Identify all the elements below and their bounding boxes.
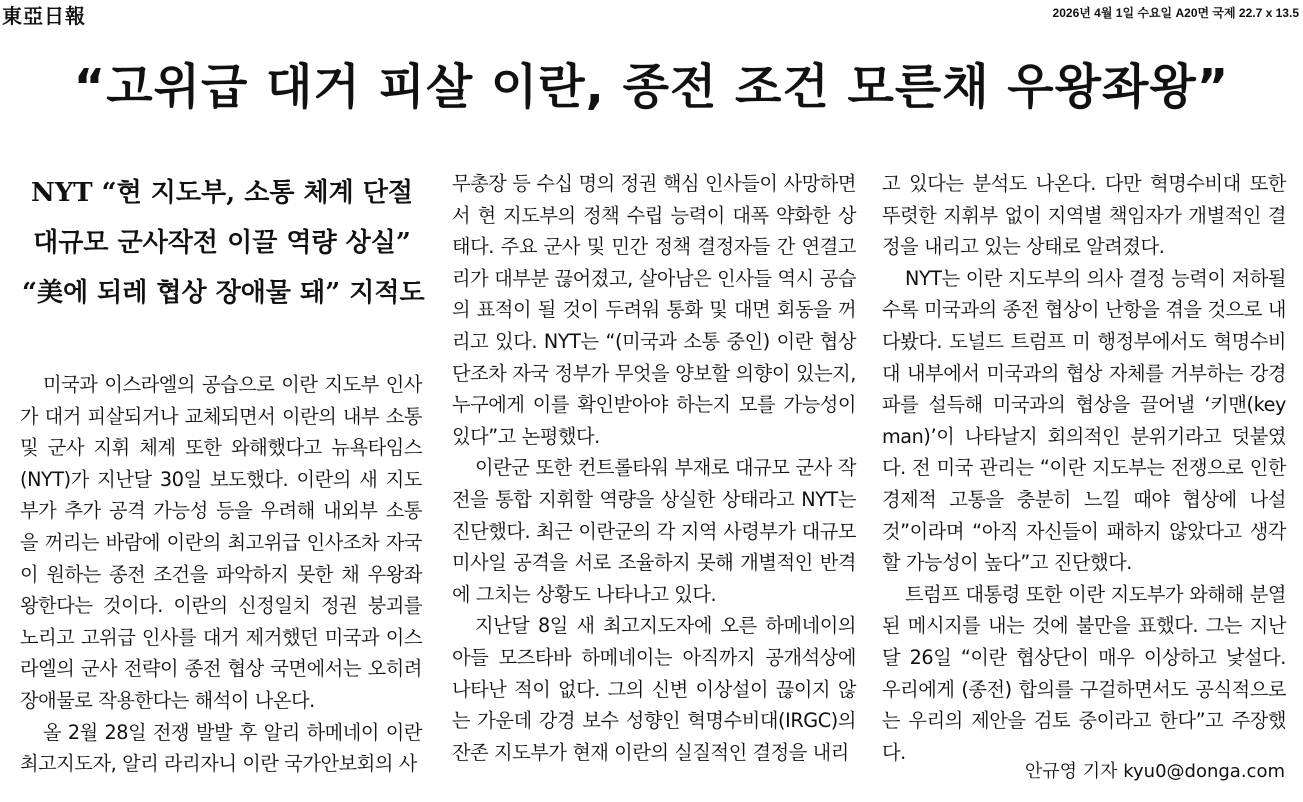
- article-paragraph: 올 2월 28일 전쟁 발발 후 알리 하메네이 이란 최고지도자, 알리 라리자니 이란 국가안보회의 사: [20, 720, 422, 776]
- subheadline: “美에 되레 협상 장애물 돼” 지적도: [22, 278, 425, 308]
- subheadline: 대규모 군사작전 이끌 역량 상실”: [33, 228, 411, 258]
- headline: “고위급 대거 피살 이란, 종전 조건 모른채 우왕좌왕”: [73, 59, 1230, 115]
- article-paragraph: 고 있다는 분석도 나온다. 다만 혁명수비대 또한 뚜렷한 지휘부 없이 지역별 책임자가 개별적인 결정을 내리고 있는 상태로 알려졌다.: [882, 172, 1286, 259]
- article-paragraph: 이란군 또한 컨트롤타워 부재로 대규모 군사 작전을 통합 지휘할 역량을 상실한 상태라고 NYT는 진단했다. 최근 이란군의 각 지역 사령부가 대규모 미사일 공격을 서로 조율하지 못해 개별적인 반격에 그치는 상황도 나타나고 있다.: [452, 456, 856, 606]
- dateline: 2026년 4월 1일 수요일 A20면 국제 22.7 x 13.5: [1052, 6, 1299, 20]
- subheadline-block: [22, 168, 425, 318]
- masthead-logo: 東亞日報: [2, 4, 86, 28]
- article-column-3: [882, 168, 1286, 768]
- article-paragraph: 무총장 등 수십 명의 정권 핵심 인사들이 사망하면서 현 지도부의 정책 수립 능력이 대폭 약화한 상태다. 주요 군사 및 민간 정책 결정자들 간 연결고리가 대부분 끊어졌고, 살아남은 인사들 역시 공습의 표적이 될 것이 두려워 통화 및 대면 회동을 꺼리고 있다. NYT는 “(미국과 소통 중인) 이란 협상단조차 자국 정부가 무엇을 양보할 의향이 있는지, 누구에게 이를 확인받아야 하는지 모를 가능성이 있다”고 논평했다.: [452, 172, 856, 448]
- byline: 안규영 기자 kyu0@donga.com: [1024, 761, 1285, 782]
- article-paragraph: 지난달 8일 새 최고지도자에 오른 하메네이의 아들 모즈타바 하메네이는 아직까지 공개석상에 나타난 적이 없다. 그의 신변 이상설이 끊이지 않는 가운데 강경 보수 성향인 혁명수비대(IRGC)의 잔존 지도부가 현재 이란의 실질적인 결정을 내리: [452, 614, 856, 764]
- article-paragraph: 미국과 이스라엘의 공습으로 이란 지도부 인사가 대거 피살되거나 교체되면서 이란의 내부 소통 및 군사 지휘 체계 또한 와해했다고 뉴욕타임스(NYT)가 지난달 30일 보도했다. 이란의 새 지도부가 추가 공격 가능성 등을 우려해 내외부 소통을 꺼리는 바람에 이란의 최고위급 인사조차 자국이 원하는 종전 조건을 파악하지 못한 채 우왕좌왕한다는 것이다. 이란의 신정일치 정권 붕괴를 노리고 고위급 인사를 대거 제거했던 미국과 이스라엘의 군사 전략이 종전 협상 국면에서는 오히려 장애물로 작용한다는 해석이 나온다.: [20, 373, 422, 712]
- article-column-1: [20, 369, 422, 780]
- article-paragraph: 트럼프 대통령 또한 이란 지도부가 와해해 분열된 메시지를 내는 것에 불만을 표했다. 그는 지난달 26일 “이란 협상단이 매우 이상하고 낯설다. 우리에게 (종전) 합의를 구걸하면서도 공식적으로는 우리의 제안을 검토 중이라고 한다”고 주장했다.: [882, 582, 1286, 764]
- subheadline: NYT “현 지도부, 소통 체계 단절: [30, 178, 414, 208]
- article-column-2: [452, 168, 856, 768]
- article-paragraph: NYT는 이란 지도부의 의사 결정 능력이 저하될수록 미국과의 종전 협상이 난항을 겪을 것으로 내다봤다. 도널드 트럼프 미 행정부에서도 혁명수비대 내부에서 미국과의 협상 자체를 거부하는 강경파를 설득해 미국과의 협상을 끌어낼 ‘키맨(key man)’이 나타날지 회의적인 분위기라고 덧붙였다. 전 미국 관리는 “이란 지도부는 전쟁으로 인한 경제적 고통을 충분히 느낄 때야 협상에 나설 것”이라며 “아직 자신들이 패하지 않았다고 생각할 가능성이 높다”고 진단했다.: [882, 266, 1286, 575]
